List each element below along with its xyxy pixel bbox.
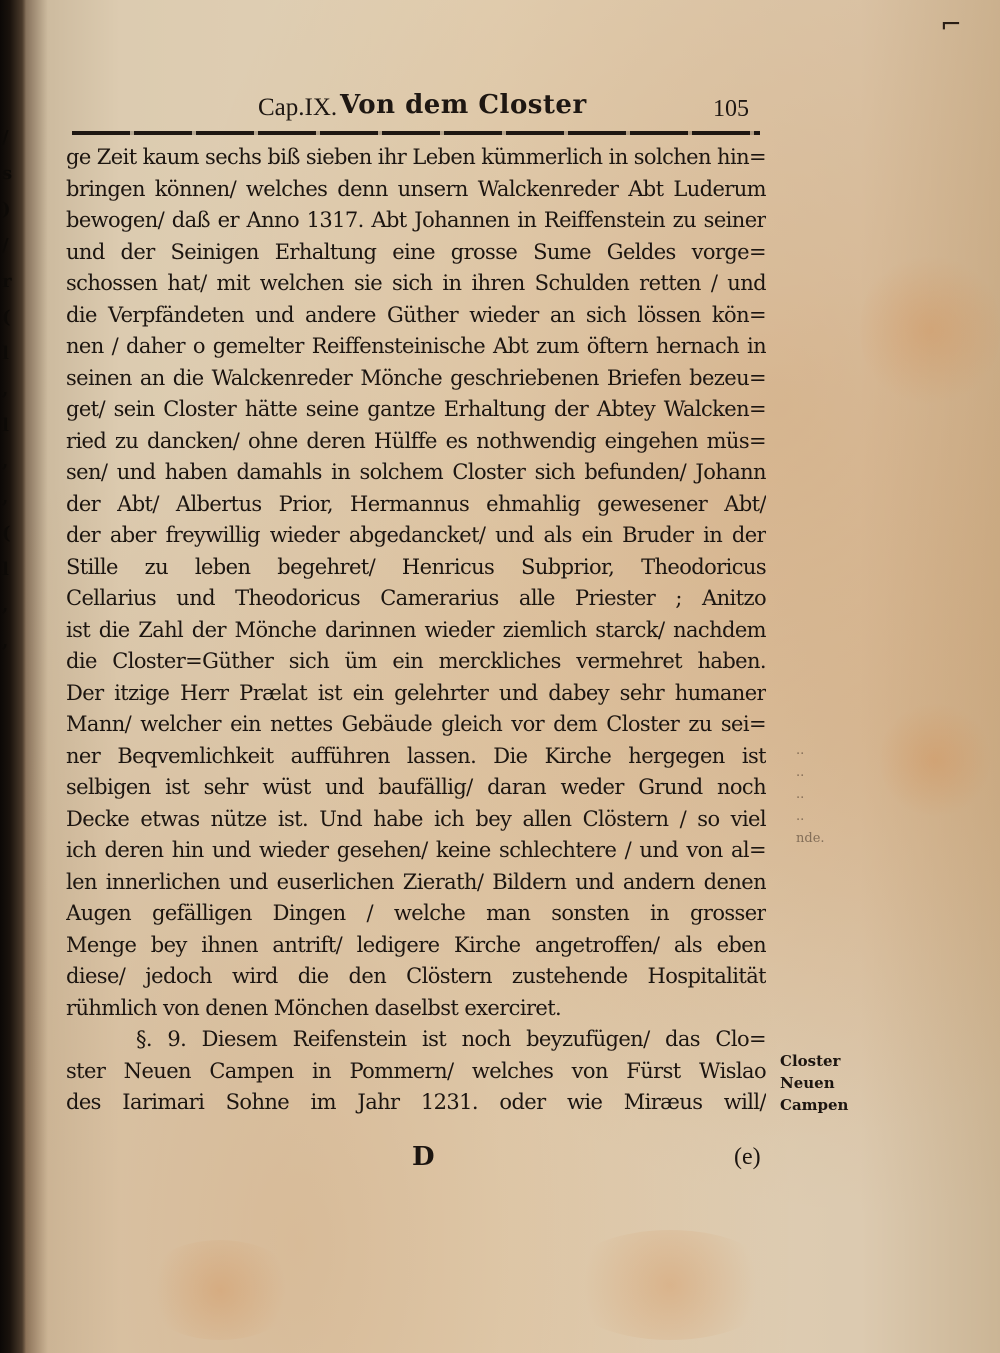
signature-mark: D: [412, 1142, 435, 1172]
text-line: bewogen/ daß er Anno 1317. Abt Johannen in Reiffenstein zu seiner: [66, 208, 766, 232]
text-line: Augen gefälligen Dingen / welche man sonsten in grosser: [66, 901, 766, 925]
paper-stain: [860, 250, 1000, 410]
bleed-line: ..: [796, 765, 805, 780]
text-line: ster Neuen Campen in Pommern/ welches von Fürst Wislao: [66, 1058, 766, 1083]
text-line: Decke etwas nütze ist. Und habe ich bey allen Clöstern / so viel: [66, 806, 766, 831]
header-rule: [72, 131, 760, 135]
text-line: diese/ jedoch wird die den Clöstern zustehende Hospitalität: [66, 964, 766, 988]
text-line: Cellarius und Theodoricus Camerarius alle Priester ; Anitzo: [66, 586, 766, 610]
text-line: len innerlichen und euserlichen Zierath/ Bildern und andern denen: [66, 869, 766, 894]
bleed-line: nde.: [796, 831, 825, 846]
text-line: selbigen ist sehr wüst und baufällig/ daran weder Grund noch: [66, 775, 766, 799]
catchword: (e): [734, 1144, 761, 1170]
bleed-line: ..: [796, 809, 805, 824]
book-gutter: [0, 0, 26, 1353]
paragraph-start-line: §. 9. Diesem Reifenstein ist noch beyzufügen/ das Clo=: [136, 1027, 766, 1051]
text-line: die Verpfändeten und andere Güther wieder an sich lössen kön=: [66, 302, 766, 327]
paper-stain: [140, 1240, 300, 1340]
corner-mark: ⌐: [940, 10, 962, 40]
text-line: Mann/ welcher ein nettes Gebäude gleich vor dem Closter zu sei=: [66, 712, 766, 736]
page-number: 105: [713, 96, 749, 122]
chapter-label: Cap.IX.: [258, 94, 338, 121]
text-line: und der Seinigen Erhaltung eine grosse Sume Geldes vorge=: [66, 239, 766, 264]
marginal-sidenote: [780, 1050, 850, 1116]
text-line: Stille zu leben begehret/ Henricus Subprior, Theodoricus: [66, 554, 766, 579]
bleed-line: ..: [796, 743, 805, 758]
text-line: sen/ und haben damahls in solchem Closter sich befunden/ Johann: [66, 460, 766, 484]
text-line: ried zu dancken/ ohne deren Hülffe es nothwendig eingehen müs=: [66, 428, 766, 453]
sidenote-line: Closter: [780, 1052, 841, 1070]
text-line: ge Zeit kaum sechs biß sieben ihr Leben kümmerlich in solchen hin=: [66, 145, 766, 169]
sidenote-line: Campen: [780, 1096, 849, 1114]
text-line: rühmlich von denen Mönchen daselbst exerciret.: [66, 995, 562, 1020]
text-line: schossen hat/ mit welchen sie sich in ihren Schulden retten / und: [66, 271, 766, 295]
text-line: get/ sein Closter hätte seine gantze Erhaltung der Abtey Walcken=: [66, 397, 766, 421]
text-line: seinen an die Walckenreder Mönche geschriebenen Briefen bezeu=: [66, 365, 766, 390]
paper-stain: [560, 1230, 780, 1340]
text-line: der aber freywillig wieder abgedancket/ und als ein Bruder in der: [66, 523, 766, 547]
chapter-title: Von dem Closter: [340, 90, 587, 120]
bleed-through-note: [796, 740, 882, 850]
paper-stain: [880, 700, 990, 820]
text-line: Der itzige Herr Prælat ist ein gelehrter und dabey sehr humaner: [66, 680, 766, 705]
text-line: die Closter=Güther sich üm ein merckliches vermehret haben.: [66, 649, 766, 673]
body-text: [66, 142, 766, 1119]
bleed-line: ..: [796, 787, 805, 802]
text-line: des Iarimari Sohne im Jahr 1231. oder wie Miræus will/: [66, 1090, 766, 1114]
text-line: nen / daher o gemelter Reiffensteinische Abt zum öftern hernach in: [66, 334, 766, 358]
text-line: ich deren hin und wieder gesehen/ keine schlechtere / und von al=: [66, 838, 766, 862]
text-line: ist die Zahl der Mönche darinnen wieder ziemlich starck/ nachdem: [66, 617, 766, 642]
gutter-fragments: / s ) / r ( l , l , , ( l , ,: [2, 127, 13, 652]
text-line: der Abt/ Albertus Prior, Hermannus ehmahlig gewesener Abt/: [66, 491, 766, 516]
text-line: Menge bey ihnen antrift/ ledigere Kirche angetroffen/ als eben: [66, 932, 766, 957]
running-header: [258, 88, 778, 128]
sidenote-line: Neuen: [780, 1074, 835, 1092]
text-line: bringen können/ welches denn unsern Walckenreder Abt Luderum: [66, 176, 766, 201]
text-line: ner Beqvemlichkeit aufführen lassen. Die Kirche hergegen ist: [66, 743, 766, 768]
